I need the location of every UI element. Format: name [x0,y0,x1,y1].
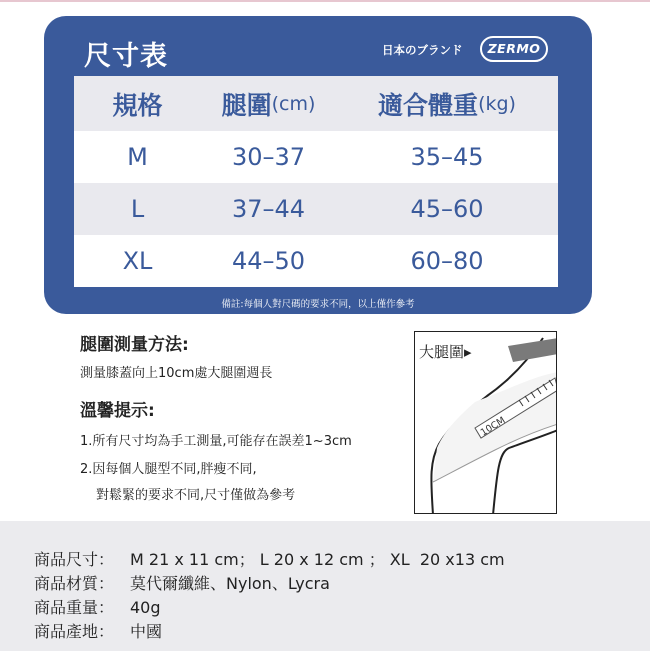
spec-label: 商品尺寸： [34,550,115,569]
thigh-band [508,338,557,362]
table-row [74,131,558,183]
size-cell: L [130,195,145,223]
spec-row-origin [34,619,162,642]
tip-line: 對鬆緊的要求不同,尺寸僅做為參考 [96,488,296,503]
header-weight-label: 適合體重 [378,90,479,120]
table-row [74,183,558,235]
header-size: 規格 [112,90,163,120]
header-weight-unit: (kg) [478,92,516,115]
spec-label: 商品材質： [34,574,115,593]
weight-cell: 60–80 [410,247,484,275]
thigh-cell: 30–37 [231,143,306,171]
size-table [74,76,558,287]
tips-heading: 溫馨提示: [80,401,155,421]
thigh-circumference-label [419,341,472,362]
brand-tagline: 日本のブランド [382,43,463,57]
size-chart-footnote: 備註:每個人對尺碼的要求不同，以上僅作參考 [221,299,415,310]
top-divider [0,0,650,2]
header-weight [336,76,558,131]
thigh-label-text: 大腿圍 [419,343,465,361]
brand-logo: ZERMO [480,36,548,62]
weight-cell: 45–60 [410,195,484,223]
spec-row-weight [34,595,161,618]
tip-line: 2.因每個人腿型不同,胖瘦不同, [80,462,257,477]
spec-row-size [34,547,505,570]
pointer-arrow-icon: ▸ [464,343,472,361]
thigh-measure-diagram [414,331,557,514]
spec-label: 商品產地： [34,622,115,641]
header-thigh-unit: (cm) [271,92,316,115]
measure-method-text: 測量膝蓋向上10cm處大腿圍週長 [80,366,273,381]
thigh-cell: 44–50 [231,247,306,275]
header-thigh [201,76,336,131]
spec-value: 中國 [130,622,163,641]
spec-value: M 21 x 11 cm； L 20 x 12 cm ； XL 20 x13 cm [130,550,505,569]
table-row [74,235,558,287]
thigh-cell: 37–44 [231,195,306,223]
spec-value: 40g [130,598,161,617]
size-cell: XL [122,247,153,275]
product-spec-section [0,521,650,651]
size-cell: M [127,143,148,171]
size-chart-title: 尺寸表 [84,41,168,72]
tip-line: 1.所有尺寸均為手工測量,可能存在誤差1~3cm [80,434,352,449]
table-header-row [74,76,558,131]
header-thigh-label: 腿圍 [221,90,272,120]
measure-method-heading: 腿圍測量方法: [80,335,189,355]
tape-label: 10CM [478,414,508,439]
spec-label: 商品重量： [34,598,115,617]
spec-value: 莫代爾纖維、Nylon、Lycra [130,574,330,593]
weight-cell: 35–45 [410,143,484,171]
spec-row-material [34,571,330,594]
size-chart-card [44,16,592,314]
